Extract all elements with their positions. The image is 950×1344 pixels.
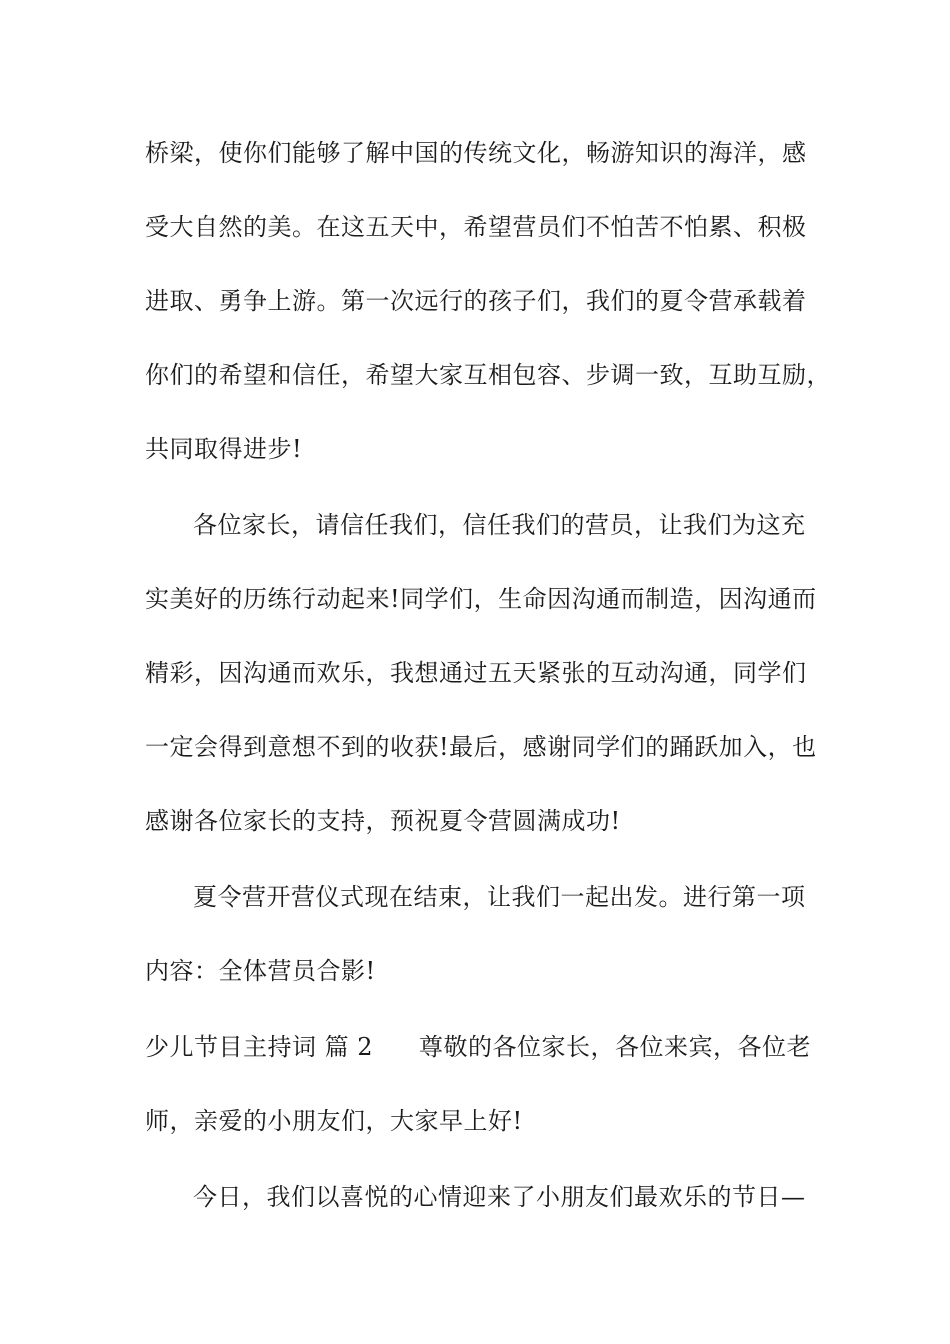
text-line: 尊敬的各位家长，各位来宾，各位老 [419,1033,812,1061]
text-line: 实美好的历练行动起来!同学们，生命因沟通而制造，因沟通而 [145,585,817,613]
text-line: 你们的希望和信任，希望大家互相包容、步调一致，互助互励， [145,361,831,389]
text-line: 受大自然的美。在这五天中，希望营员们不怕苦不怕累、积极 [145,213,807,241]
text-line: 桥梁，使你们能够了解中国的传统文化，畅游知识的海洋，感 [145,139,807,167]
section-heading: 少儿节目主持词 篇 2 [145,1033,374,1061]
text-line: 一定会得到意想不到的收获!最后，感谢同学们的踊跃加入，也 [145,733,817,761]
text-line: 感谢各位家长的支持，预祝夏令营圆满成功! [145,807,621,835]
paragraph-start-line: 夏令营开营仪式现在结束，让我们一起出发。进行第一项 [193,883,806,911]
text-line: 进取、勇争上游。第一次远行的孩子们，我们的夏令营承载着 [145,287,807,315]
section-heading-row [145,1032,835,1062]
text-line: 共同取得进步! [145,435,303,463]
text-line: 师，亲爱的小朋友们，大家早上好! [145,1107,523,1135]
text-line: 精彩，因沟通而欢乐，我想通过五天紧张的互动沟通，同学们 [145,659,807,687]
text-line: 内容：全体营员合影! [145,957,376,985]
paragraph-start-line: 各位家长，请信任我们，信任我们的营员，让我们为这充 [193,511,806,539]
paragraph-start-line: 今日，我们以喜悦的心情迎来了小朋友们最欢乐的节日— [193,1183,806,1211]
